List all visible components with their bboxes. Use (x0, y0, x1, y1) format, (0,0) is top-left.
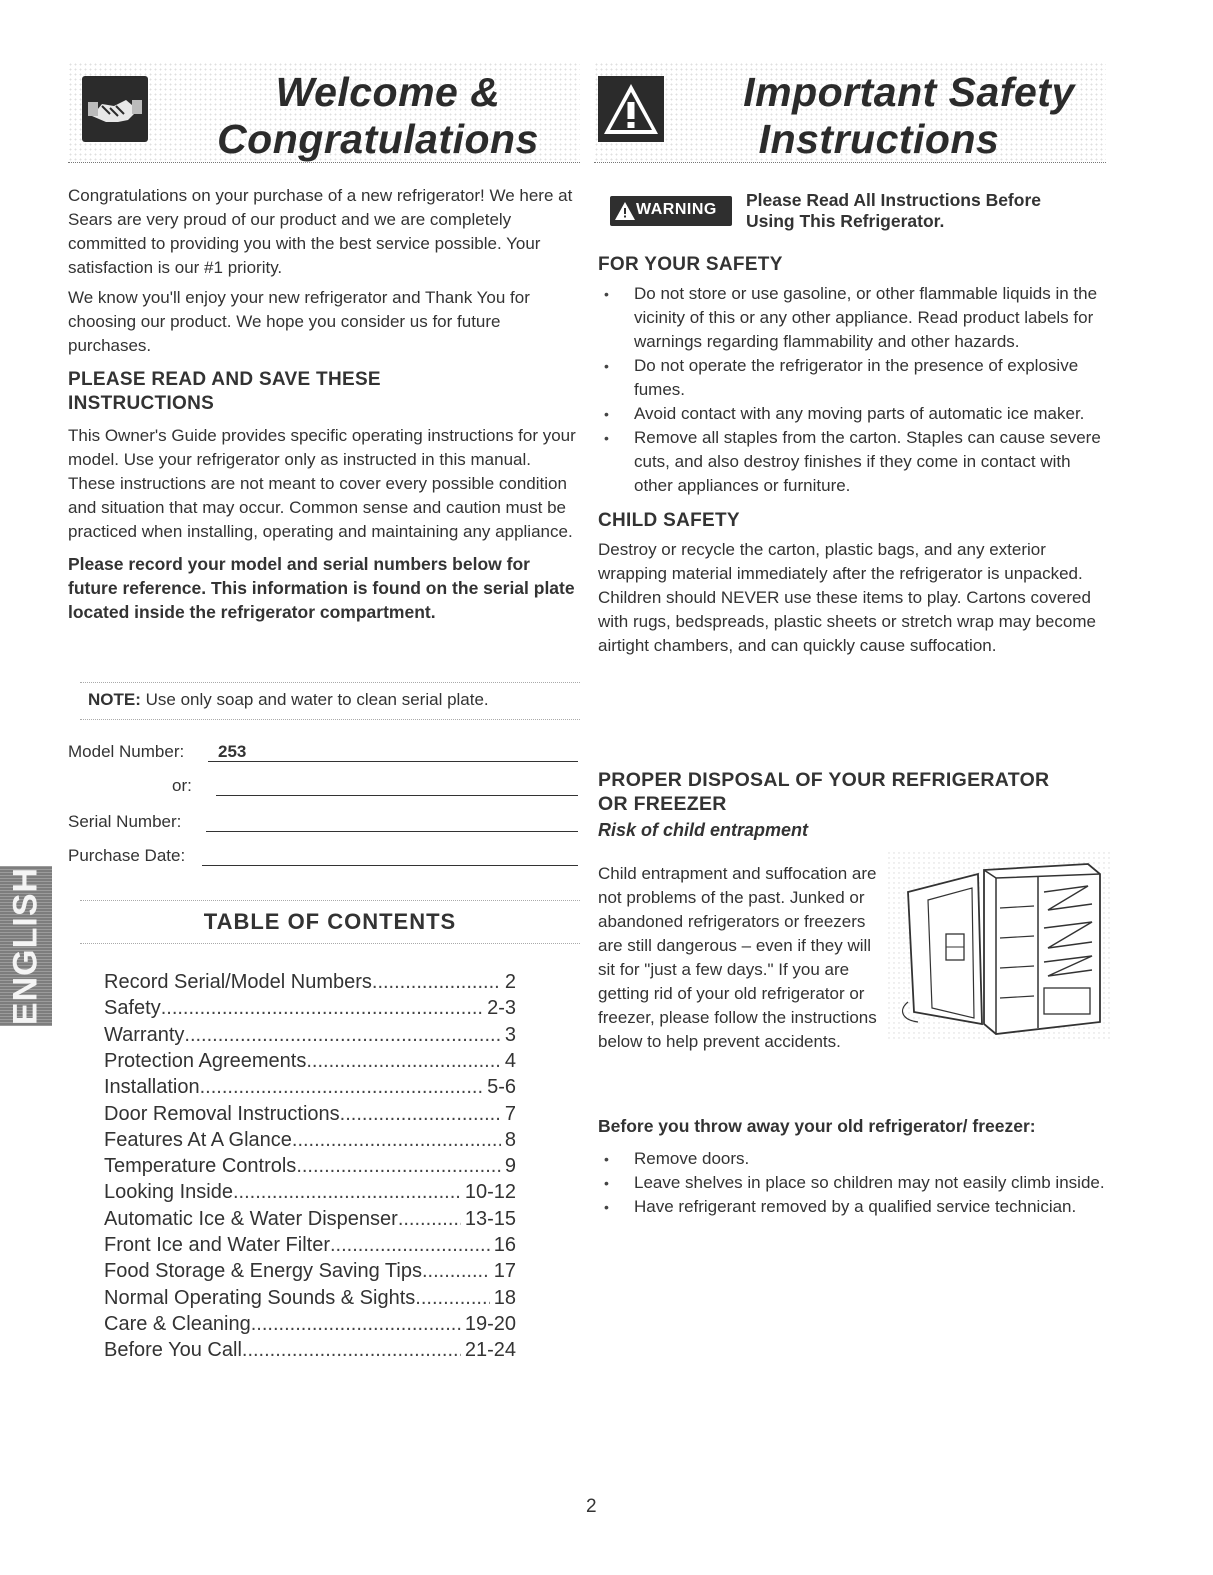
toc-row-label: Warranty (104, 1023, 185, 1046)
warning-line1: Please Read All Instructions Before (746, 190, 1041, 210)
toc-row-page: 16 (493, 1234, 516, 1256)
toc-row (104, 996, 516, 1020)
toc-row-leader (340, 1102, 501, 1126)
read-save-heading-line2: INSTRUCTIONS (68, 393, 215, 414)
toc-row-label: Safety (104, 997, 161, 1020)
safety-bullet: • Do not store or use gasoline, or other flammable liquids in the vicinity of this or any other appliance. Read product labels for warnings regarding flammability and other hazards. (598, 282, 1110, 354)
owners-guide-paragraph: This Owner's Guide provides specific operating instructions for your model. Use your refrigerator only as instructed in this manual. These instructions are not meant to cover every possible condition and situation that may occur. Common sense and caution must be practiced when installing, operating and maintaining any appliance. (68, 426, 576, 541)
toc-row (104, 1207, 516, 1231)
toc-row-page: 2-3 (487, 997, 516, 1020)
left-column (68, 184, 580, 624)
purchase-date-field[interactable] (68, 846, 578, 870)
child-safety-heading: CHILD SAFETY (598, 510, 740, 531)
for-your-safety-heading: FOR YOUR SAFETY (598, 254, 783, 275)
toc-row (104, 970, 516, 994)
purchase-date-label: Purchase Date: (68, 846, 186, 865)
toc-row-label: Temperature Controls (104, 1155, 297, 1178)
toc-title: TABLE OF CONTENTS (203, 909, 457, 934)
warning-badge (610, 196, 732, 226)
serial-number-label: Serial Number: (68, 812, 182, 831)
toc-row-page: 13-15 (464, 1207, 516, 1230)
toc-row-leader (242, 1338, 461, 1362)
toc-row-page: 19-20 (464, 1312, 516, 1335)
safety-bullet: • Do not operate the refrigerator in the presence of explosive fumes. (598, 354, 1110, 402)
toc-row (104, 1286, 516, 1310)
note-text (88, 690, 489, 710)
toc-row (104, 1102, 516, 1126)
warning-callout (604, 186, 1104, 234)
warning-triangle-icon (598, 76, 664, 142)
toc-row-page: 9 (504, 1155, 516, 1178)
toc-row-page: 7 (504, 1102, 516, 1125)
warning-text (746, 190, 1041, 232)
toc-row-page: 5-6 (487, 1076, 516, 1099)
toc-title-box (80, 900, 580, 944)
toc-row (104, 1180, 516, 1204)
disposal-bullet: • Have refrigerant removed by a qualified service technician. (598, 1195, 1110, 1219)
toc-row-page: 10-12 (464, 1181, 516, 1204)
child-safety-paragraph: Destroy or recycle the carton, plastic bags, and any exterior wrapping material immediately after the refrigerator is unpacked. Children should NEVER use these items to play. Cartons covered with rugs, bedspreads, plastic sheets or stretch wrap may become airtight chambers, and can quickly cause suffocation. (598, 540, 1096, 655)
disposal-paragraph: Child entrapment and suffocation are not problems of the past. Junked or abandoned refrigerators or freezers are still dangerous – even if they will sit for "just a few days." If you are getting rid of your old refrigerator or freezer, please follow the instructions below to help prevent accidents. (598, 864, 877, 1051)
toc-row-leader (296, 1154, 501, 1178)
toc-row-leader (200, 1075, 483, 1099)
toc-row-leader (330, 1233, 490, 1257)
toc-row-label: Features At A Glance (104, 1128, 292, 1151)
model-number-label: Model Number: (68, 742, 185, 761)
toc-row-leader (161, 996, 483, 1020)
toc-row (104, 1049, 516, 1073)
toc-row-page: 8 (504, 1128, 516, 1151)
welcome-title-line1: Welcome & (275, 69, 501, 115)
welcome-title (178, 70, 578, 161)
safety-banner (594, 62, 1106, 163)
toc-row-label: Before You Call (104, 1339, 242, 1362)
toc-row-leader (398, 1207, 461, 1231)
toc-row-leader (372, 970, 501, 994)
before-throw-away-heading: Before you throw away your old refrigerator/ freezer: (598, 1116, 1036, 1136)
toc-row-leader (184, 1023, 500, 1047)
open-refrigerator-image (888, 852, 1110, 1042)
disposal-bullet: • Leave shelves in place so children may not easily climb inside. (598, 1171, 1110, 1195)
purchase-date-line (202, 865, 578, 866)
toc-row-leader (292, 1128, 501, 1152)
note-label: NOTE: (88, 690, 141, 709)
safety-bullet: • Remove all staples from the carton. Staples can cause severe cuts, and also destroy finishes if they come in contact with other appliances or furniture. (598, 426, 1110, 498)
toc-row-page: 17 (493, 1260, 516, 1283)
toc-row (104, 1312, 516, 1336)
toc-row-label: Food Storage & Energy Saving Tips (104, 1260, 422, 1283)
intro-paragraph-2: We know you'll enjoy your new refrigerator and Thank You for choosing our product. We hope you consider us for future purchases. (68, 288, 530, 355)
note-body: Use only soap and water to clean serial plate. (145, 690, 489, 709)
note-box (80, 682, 580, 720)
disposal-subheading: Risk of child entrapment (598, 820, 809, 840)
toc-row-leader (233, 1180, 461, 1204)
toc-row (104, 1338, 516, 1362)
toc-row-label: Record Serial/Model Numbers (104, 971, 372, 993)
safety-title-line2: Instructions (758, 116, 1000, 162)
toc-row (104, 1233, 516, 1257)
disposal-bullet: • Remove doors. (598, 1147, 1110, 1171)
refrigerator-illustration (888, 852, 1110, 1042)
toc-row-page: 3 (504, 1023, 516, 1046)
model-number-line (208, 761, 578, 762)
page-number: 2 (586, 1496, 597, 1517)
welcome-banner (68, 62, 580, 163)
intro-paragraph-1: Congratulations on your purchase of a new refrigerator! We here at Sears are very proud of our product and we are completely committed to providing you with the best service possible. Your satisfaction is our #1 priority. (68, 186, 573, 277)
disposal-section (598, 768, 1110, 841)
toc-row-label: Normal Operating Sounds & Sights (104, 1286, 416, 1309)
toc-row-leader (306, 1049, 501, 1073)
disposal-list (598, 1147, 1110, 1219)
serial-number-field[interactable] (68, 812, 578, 836)
toc-row-page: 4 (504, 1049, 516, 1072)
toc-row (104, 1128, 516, 1152)
toc-row-label: Looking Inside (104, 1181, 233, 1204)
warning-triangle-small-icon (614, 201, 636, 221)
side-tab-text: ENGLISH (6, 866, 45, 1026)
toc-row-leader (415, 1286, 489, 1310)
disposal-heading-line1: PROPER DISPOSAL OF YOUR REFRIGERATOR (598, 769, 1050, 791)
disposal-heading-line2: OR FREEZER (598, 793, 727, 815)
toc-row-label: Door Removal Instructions (104, 1102, 340, 1125)
for-your-safety-list (598, 282, 1110, 498)
welcome-title-line2: Congratulations (217, 116, 539, 162)
or-field[interactable] (68, 776, 578, 800)
toc-row-leader (251, 1312, 461, 1336)
toc-row-page: 2 (504, 971, 516, 993)
safety-title (694, 70, 1104, 161)
toc-row-label: Protection Agreements (104, 1049, 307, 1072)
toc-row-page: 18 (493, 1286, 516, 1309)
toc-row-label: Automatic Ice & Water Dispenser (104, 1207, 398, 1230)
model-number-field[interactable] (68, 742, 578, 766)
read-save-heading (68, 368, 580, 416)
toc-row (104, 1259, 516, 1283)
disposal-paragraph-wrap (598, 862, 888, 1054)
warning-line2: Using This Refrigerator. (746, 211, 945, 231)
language-side-tab (0, 866, 52, 1026)
or-label: or: (172, 776, 192, 795)
toc-row-label: Care & Cleaning (104, 1312, 251, 1335)
toc-row (104, 1154, 516, 1178)
safety-bullet: • Avoid contact with any moving parts of automatic ice maker. (598, 402, 1110, 426)
toc-row-label: Front Ice and Water Filter (104, 1234, 330, 1256)
handshake-icon (82, 76, 148, 142)
toc-row (104, 1075, 516, 1099)
safety-title-line1: Important Safety (743, 69, 1075, 115)
toc-row-label: Installation (104, 1076, 200, 1099)
right-column (598, 254, 1110, 658)
model-number-value: 253 (218, 742, 247, 761)
toc-row (104, 1023, 516, 1047)
or-line (216, 795, 578, 796)
record-numbers-note: Please record your model and serial numbers below for future reference. This information is found on the serial plate located inside the refrigerator compartment. (68, 554, 575, 622)
read-save-heading-line1: PLEASE READ AND SAVE THESE (68, 369, 381, 390)
disposal-heading (598, 768, 1110, 816)
toc-row-page: 21-24 (464, 1339, 516, 1362)
warning-badge-text: WARNING (636, 201, 717, 218)
serial-number-line (206, 831, 578, 832)
toc-row-leader (422, 1259, 490, 1283)
before-throw-away-section (598, 1116, 1110, 1219)
